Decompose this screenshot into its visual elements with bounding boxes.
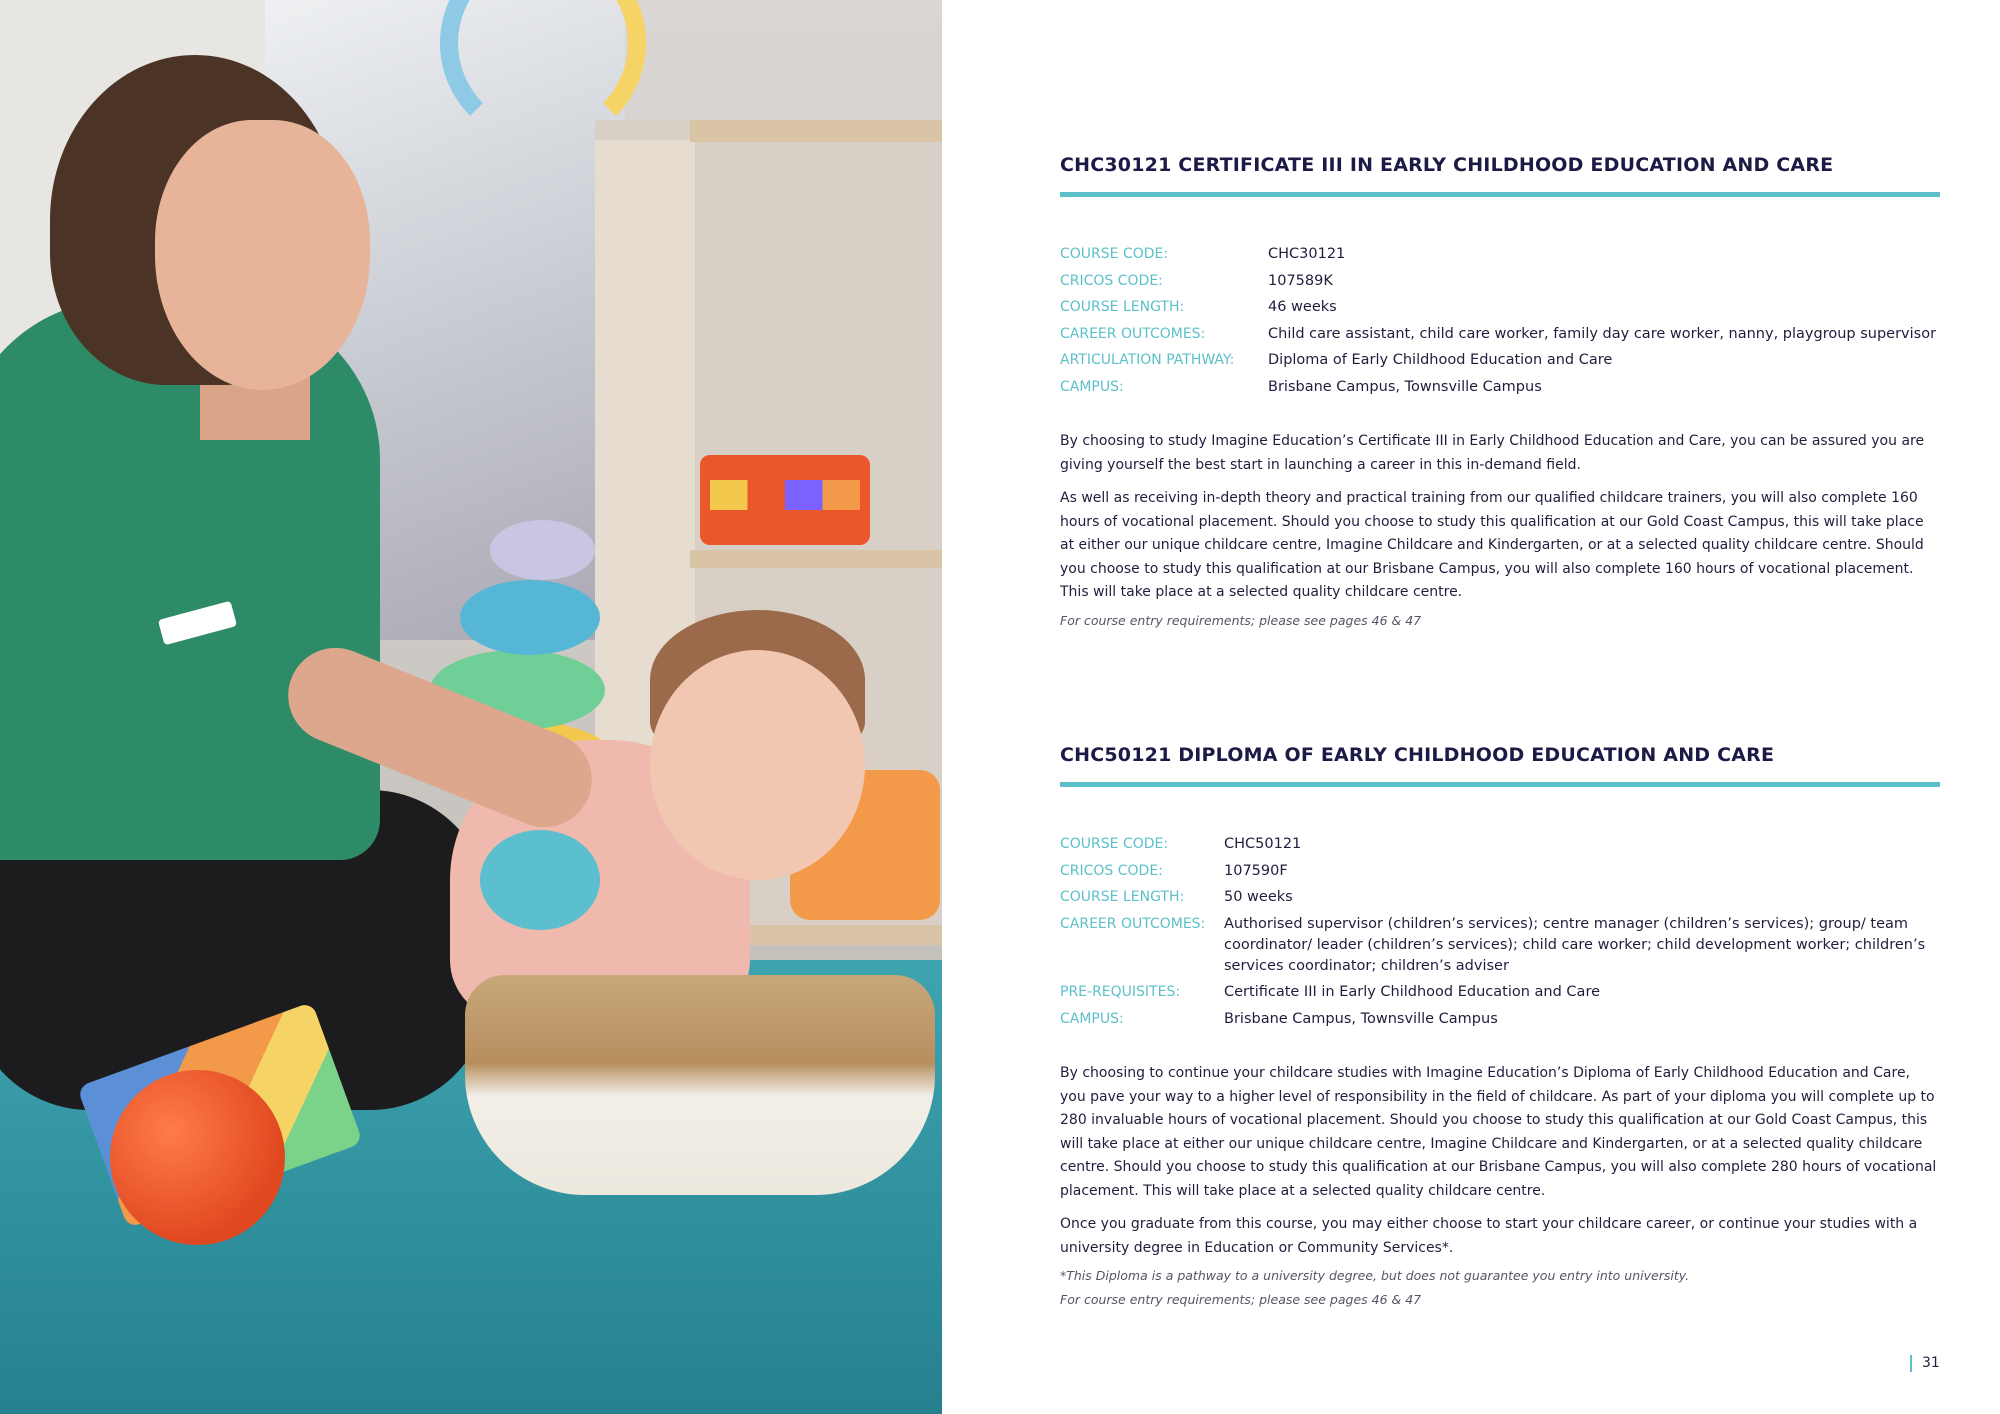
detail-value: Diploma of Early Childhood Education and Care — [1268, 352, 1613, 368]
course-description: As well as receiving in-depth theory and practical training from our qualified childcare trainers, you will also complete 160 hours of vocational placement. Should you choose to study this qualification at our Gold Coast Campus, this will take place at either our unique childcare centre, Imagine Childcare and Kindergarten, or at a selected quality childcare centre. Should you choose to study this qualification at our Brisbane Campus, you will also complete 160 hours of vocational placement. This will take place at a selected quality childcare centre. — [1060, 490, 1924, 600]
cover-photo — [0, 0, 942, 1414]
detail-label: CRICOS CODE: — [1060, 862, 1163, 879]
course-details — [1060, 241, 1940, 400]
detail-label: ARTICULATION PATHWAY: — [1060, 352, 1235, 368]
entry-requirements-note: For course entry requirements; please see pages 46 & 47 — [1060, 612, 1422, 628]
detail-row-campus — [1060, 374, 1940, 401]
detail-value: 107590F — [1224, 862, 1288, 879]
detail-value: Certificate III in Early Childhood Education and Care — [1224, 984, 1601, 1000]
detail-value: CHC50121 — [1224, 836, 1302, 852]
course-details — [1060, 831, 1940, 1032]
detail-value: 50 weeks — [1224, 889, 1293, 905]
detail-value: Child care assistant, child care worker, family day care worker, nanny, playgroup supervisor — [1268, 325, 1937, 342]
detail-row-course-length — [1060, 294, 1940, 321]
course-section-certificate-iii — [1060, 154, 1940, 633]
detail-label: PRE-REQUISITES: — [1060, 984, 1181, 1000]
detail-row-career-outcomes — [1060, 321, 1940, 348]
course-description: By choosing to study Imagine Education’s Certificate III in Early Childhood Education and Care, you can be assured you are giving yourself the best start in launching a career in this in-demand field. — [1060, 433, 1925, 473]
entry-requirements-note: For course entry requirements; please see pages 46 & 47 — [1060, 1292, 1422, 1307]
detail-row-course-code — [1060, 831, 1940, 858]
detail-row-pre-requisites — [1060, 979, 1940, 1006]
detail-value: Authorised supervisor (children’s services); centre manager (children’s services); group/ team coordinator/ leader (children’s services); child care worker; child development worker; children’s services coordinator; children’s adviser — [1224, 915, 1926, 974]
course-title: CHC30121 CERTIFICATE III IN EARLY CHILDHOOD EDUCATION AND CARE — [1060, 154, 1940, 197]
detail-label: COURSE CODE: — [1060, 836, 1169, 852]
detail-label: COURSE LENGTH: — [1060, 889, 1185, 905]
detail-label: CAMPUS: — [1060, 1010, 1124, 1027]
course-description: Once you graduate from this course, you may either choose to start your childcare career, or continue your studies with a university degree in Education or Community Services*. — [1060, 1216, 1918, 1256]
detail-value: Brisbane Campus, Townsville Campus — [1224, 1010, 1498, 1027]
course-title: CHC50121 DIPLOMA OF EARLY CHILDHOOD EDUCATION AND CARE — [1060, 744, 1940, 787]
detail-label: CAREER OUTCOMES: — [1060, 915, 1206, 932]
course-description: By choosing to continue your childcare studies with Imagine Education’s Diploma of Early Childhood Education and Care, you pave your way to a higher level of responsibility in the field of childcare. As part of your diploma you will complete up to 280 invaluable hours of vocational placement. Should you choose to study this qualification at our Gold Coast Campus, this will take place at either our unique childcare centre, Imagine Childcare and Kindergarten, or at a selected quality childcare centre. Should you choose to study this qualification at our Brisbane Campus, you will also complete 280 hours of vocational placement. This will take place at a selected quality childcare centre. — [1060, 1065, 1937, 1199]
detail-row-cricos-code — [1060, 268, 1940, 295]
detail-row-course-length — [1060, 884, 1940, 911]
detail-label: COURSE CODE: — [1060, 246, 1169, 262]
detail-value: 107589K — [1268, 272, 1333, 289]
detail-row-campus — [1060, 1006, 1940, 1033]
detail-value: Brisbane Campus, Townsville Campus — [1268, 378, 1542, 395]
detail-label: CAREER OUTCOMES: — [1060, 325, 1206, 342]
course-content — [1060, 0, 1940, 1414]
detail-row-cricos-code — [1060, 858, 1940, 885]
pathway-disclaimer-note: *This Diploma is a pathway to a university degree, but does not guarantee you entry into university. — [1060, 1268, 1690, 1283]
detail-label: CRICOS CODE: — [1060, 272, 1163, 289]
detail-value: 46 weeks — [1268, 299, 1337, 315]
detail-row-career-outcomes — [1060, 911, 1940, 980]
detail-label: COURSE LENGTH: — [1060, 299, 1185, 315]
detail-row-articulation-pathway — [1060, 347, 1940, 374]
detail-label: CAMPUS: — [1060, 378, 1124, 395]
course-section-diploma — [1060, 744, 1940, 1312]
detail-value: CHC30121 — [1268, 246, 1346, 262]
page-number: 31 — [1910, 1355, 1940, 1372]
detail-row-course-code — [1060, 241, 1940, 268]
